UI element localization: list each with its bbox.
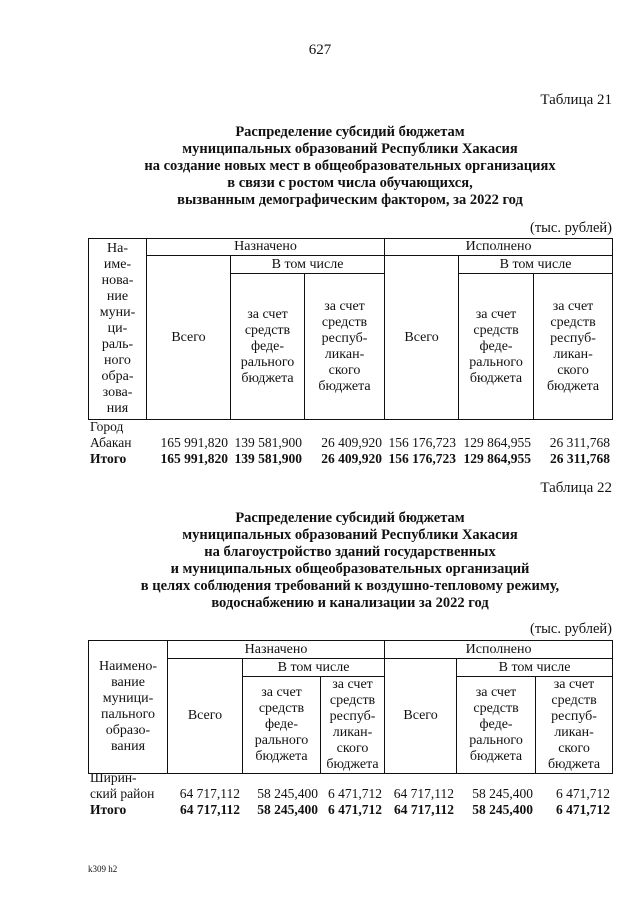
column-header-including: В том числе (457, 659, 613, 677)
column-header-including: В том числе (231, 256, 385, 274)
column-header-name: Наимено- вание муници- пального образо- вания (89, 641, 168, 774)
column-header-federal: за счет средств феде- рального бюджета (243, 677, 321, 774)
total-row (88, 451, 612, 467)
title-line: муниципальных образований Республики Хакасия (182, 527, 518, 543)
value-cell: 156 176,723 (388, 435, 456, 450)
title-line: муниципальных образований Республики Хакасия (182, 141, 518, 157)
value-cell: 6 471,712 (328, 786, 382, 801)
column-header-republic: за счет средств респуб- ликан- ского бюджета (305, 274, 385, 420)
value-cell: 26 311,768 (549, 451, 610, 466)
table-row (88, 770, 612, 802)
column-header-federal: за счет средств феде- рального бюджета (459, 274, 534, 420)
value-cell: 165 991,820 (160, 435, 228, 450)
value-cell: 139 581,900 (234, 435, 302, 450)
value-cell: 139 581,900 (234, 451, 302, 466)
title-line: Распределение субсидий бюджетам (235, 124, 465, 140)
table-21-header (88, 238, 613, 420)
table-21-body (88, 419, 612, 467)
row-name: Итого (90, 802, 127, 817)
table-22-body (88, 770, 612, 818)
value-cell: 129 864,955 (463, 435, 531, 450)
table-21-title (60, 124, 640, 209)
title-line: водоснабжению и канализации за 2022 год (211, 595, 489, 611)
value-cell: 129 864,955 (463, 451, 531, 466)
column-header-executed: Исполнено (385, 641, 613, 659)
title-line: и муниципальных общеобразовательных организаций (170, 561, 530, 577)
column-header-including: В том числе (459, 256, 613, 274)
value-cell: 26 311,768 (549, 435, 610, 450)
value-cell: 58 245,400 (257, 786, 318, 801)
column-header-federal: за счет средств феде- рального бюджета (231, 274, 305, 420)
column-header-executed: Исполнено (385, 239, 613, 256)
title-line: в связи с ростом числа обучающихся, (227, 175, 473, 191)
row-name: Итого (90, 451, 127, 466)
table-21-label: Таблица 21 (540, 92, 612, 108)
column-header-federal: за счет средств феде- рального бюджета (457, 677, 536, 774)
column-header-republic: за счет средств респуб- ликан- ского бюджета (536, 677, 613, 774)
column-header-assigned: Назначено (147, 239, 385, 256)
column-header-total: Всего (385, 659, 457, 774)
table-22-unit: (тыс. рублей) (530, 621, 612, 637)
value-cell: 26 409,920 (321, 451, 382, 466)
column-header-total: Всего (147, 256, 231, 420)
row-name: Ширин- ский район (90, 770, 155, 801)
title-line: в целях соблюдения требований к воздушно-тепловому режиму, (140, 578, 560, 594)
column-header-total: Всего (385, 256, 459, 420)
value-cell: 64 717,112 (179, 802, 240, 817)
column-header-republic: за счет средств респуб- ликан- ского бюджета (534, 274, 613, 420)
value-cell: 26 409,920 (321, 435, 382, 450)
column-header-name: На- име- нова- ние муни- ци- pаль- ного обра- зова- ния (89, 239, 147, 420)
value-cell: 64 717,112 (393, 786, 454, 801)
table-22-label: Таблица 22 (540, 480, 612, 496)
footer-code: k309 h2 (88, 864, 118, 874)
table-21-unit: (тыс. рублей) (530, 220, 612, 236)
table-row (88, 419, 612, 451)
title-line: на создание новых мест в общеобразовательных организациях (144, 158, 556, 174)
title-line: вызванным демографическим фактором, за 2022 год (177, 192, 523, 208)
value-cell: 64 717,112 (179, 786, 240, 801)
column-header-including: В том числе (243, 659, 385, 677)
title-line: Распределение субсидий бюджетам (235, 510, 465, 526)
page-number: 627 (308, 42, 332, 58)
title-line: на благоустройство зданий государственных (204, 544, 496, 560)
total-row (88, 802, 612, 818)
row-name: Город Абакан (90, 419, 132, 450)
value-cell: 58 245,400 (472, 802, 533, 817)
table-22-title (60, 510, 640, 612)
value-cell: 165 991,820 (160, 451, 228, 466)
value-cell: 58 245,400 (472, 786, 533, 801)
value-cell: 58 245,400 (257, 802, 318, 817)
column-header-assigned: Назначено (168, 641, 385, 659)
table-22-header (88, 640, 613, 774)
column-header-total: Всего (168, 659, 243, 774)
value-cell: 64 717,112 (393, 802, 454, 817)
value-cell: 6 471,712 (328, 802, 382, 817)
value-cell: 156 176,723 (388, 451, 456, 466)
value-cell: 6 471,712 (556, 786, 610, 801)
column-header-republic: за счет средств респуб- ликан- ского бюджета (321, 677, 385, 774)
value-cell: 6 471,712 (556, 802, 610, 817)
